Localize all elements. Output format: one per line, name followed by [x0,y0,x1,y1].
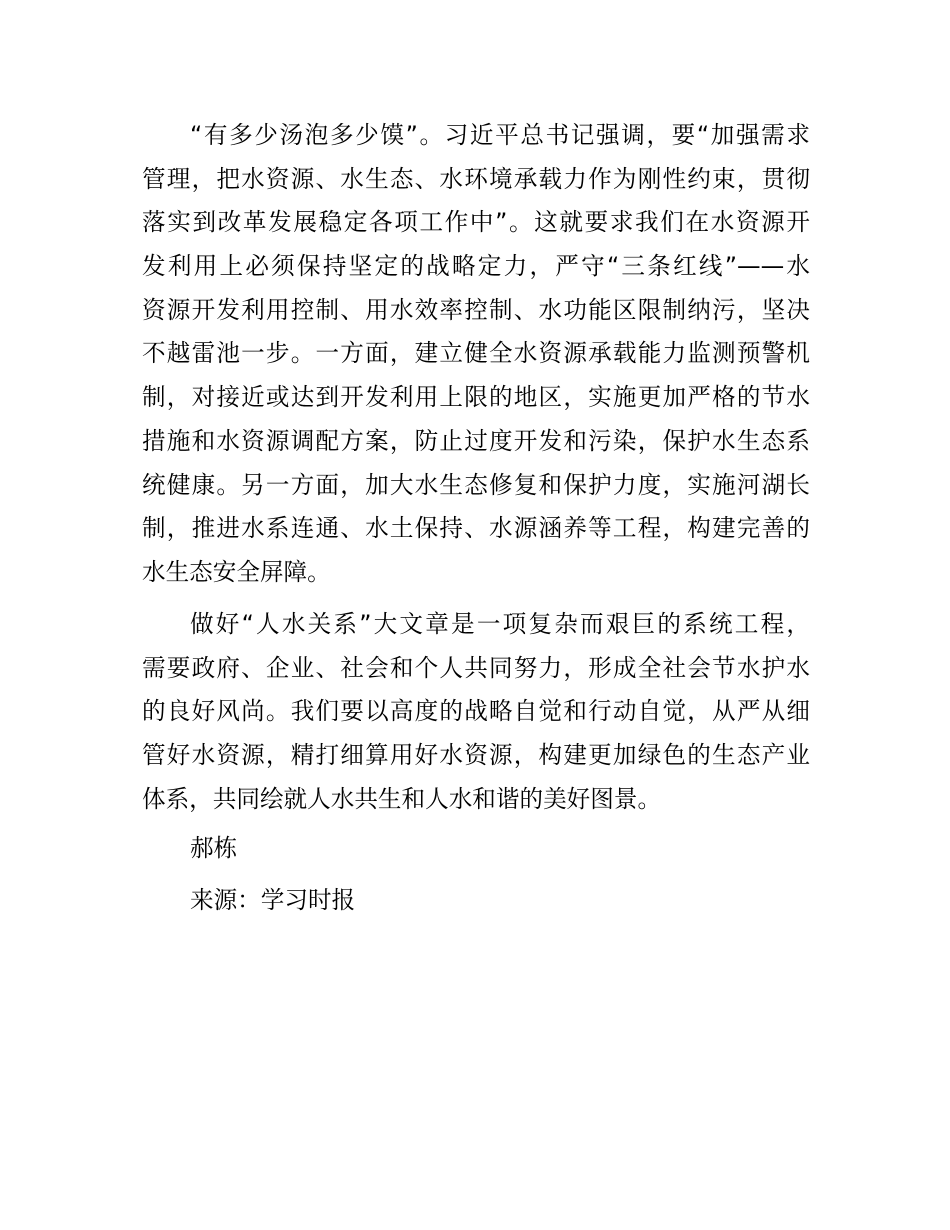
paragraph-line: 统健康。另一方面，加大水生态修复和保护力度，实施河湖长 [142,470,810,499]
paragraph-line: 不越雷池一步。一方面，建立健全水资源承载能力监测预警机 [142,339,810,368]
paragraph-line: 水生态安全屏障。 [142,557,331,586]
paragraph-line: “有多少汤泡多少馍”。习近平总书记强调，要“加强需求 [190,121,810,149]
source-credit: 来源：学习时报 [190,885,356,914]
article-body [142,114,810,926]
paragraph-line: 制，对接近或达到开发利用上限的地区，实施更加严格的节水 [142,383,810,412]
paragraph-line: 落实到改革发展稳定各项工作中”。这就要求我们在水资源开 [142,208,810,237]
paragraph-line: 管理，把水资源、水生态、水环境承载力作为刚性约束，贯彻 [142,164,810,193]
paragraph-line: 的良好风尚。我们要以高度的战略自觉和行动自觉，从严从细 [142,697,810,726]
paragraph-line: 制，推进水系连通、水土保持、水源涵养等工程，构建完善的 [142,514,810,543]
paragraph-line: 做好“人水关系”大文章是一项复杂而艰巨的系统工程， [190,610,810,639]
paragraph-line: 体系，共同绘就人水共生和人水和谐的美好图景。 [142,784,662,813]
paragraph-line: 需要政府、企业、社会和个人共同努力，形成全社会节水护水 [142,653,810,682]
author-name: 郝栋 [190,833,238,862]
paragraph-line: 资源开发利用控制、用水效率控制、水功能区限制纳污，坚决 [142,295,810,324]
paragraph-1 [142,114,810,595]
paragraph-line: 管好水资源，精打细算用好水资源，构建更加绿色的生态产业 [142,741,810,770]
paragraph-line: 措施和水资源调配方案，防止过度开发和污染，保护水生态系 [142,426,810,455]
paragraph-2 [142,603,810,821]
paragraph-line: 发利用上必须保持坚定的战略定力，严守“三条红线”——水 [142,252,810,281]
article-meta [142,822,810,926]
